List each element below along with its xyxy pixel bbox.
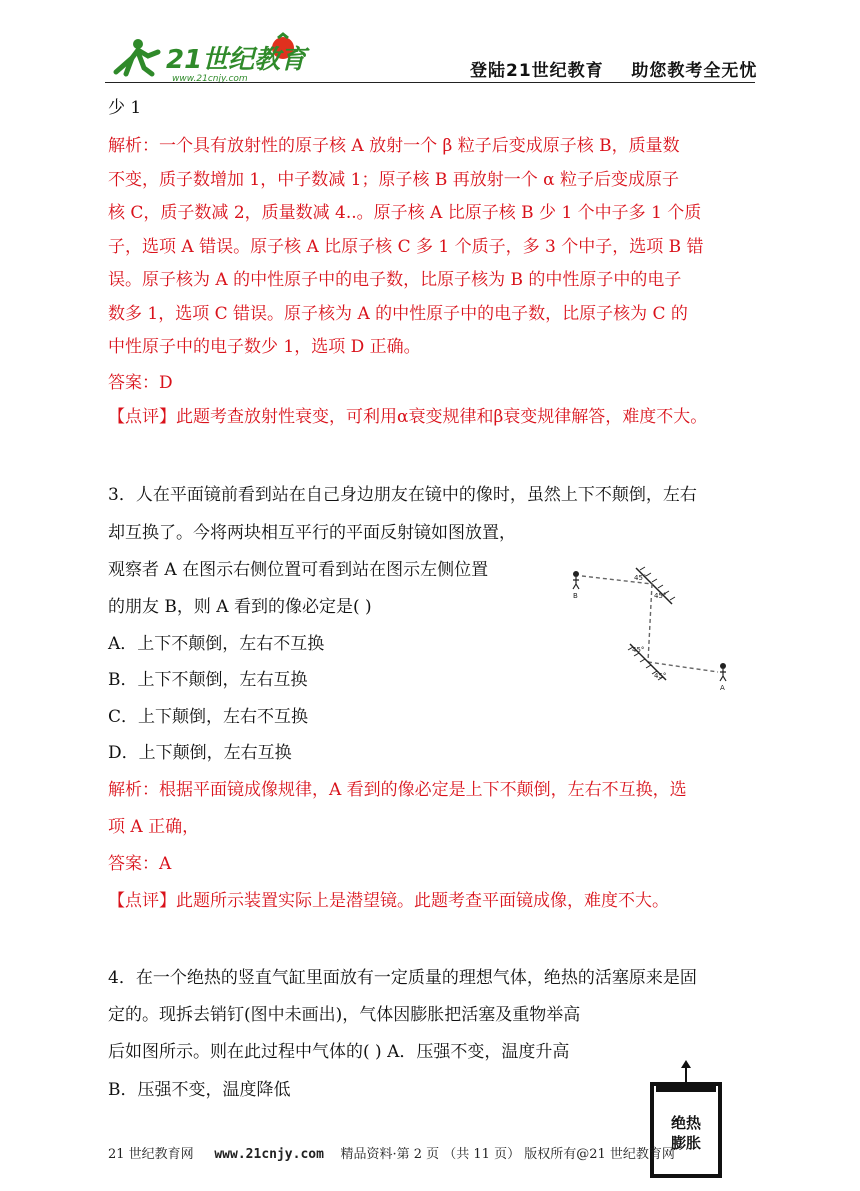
q2-analysis-line: 数多 1，选项 C 错误。原子核为 A 的中性原子中的电子数，比原子核为 C 的 xyxy=(108,304,688,324)
q2-comment: 【点评】此题考查放射性衰变，可利用α衰变规律和β衰变规律解答，难度不大。 xyxy=(108,407,708,427)
angle-label: 45° xyxy=(654,672,667,680)
label-b: B xyxy=(573,592,578,600)
footer-url[interactable]: www.21cnjy.com xyxy=(214,1147,324,1162)
q4-stem-line: B．压强不变，温度降低 xyxy=(108,1080,291,1100)
angle-label: 45° xyxy=(634,574,647,582)
logo-text: 21世纪教育 xyxy=(166,45,307,75)
q3-option-c: C．上下颠倒，左右不互换 xyxy=(108,707,309,727)
q2-analysis-line: 误。原子核为 A 的中性原子中的电子数，比原子核为 B 的中性原子中的电子 xyxy=(108,270,682,290)
footer-page-info: 精品资料·第 2 页 （共 11 页） 版权所有@21 世纪教育网 xyxy=(340,1147,675,1162)
q4-stem-line: 4．在一个绝热的竖直气缸里面放有一定质量的理想气体，绝热的活塞原来是固 xyxy=(108,968,697,988)
q2-analysis-line: 子，选项 A 错误。原子核 A 比原子核 C 多 1 个质子，多 3 个中子，选项 B 错 xyxy=(108,237,704,257)
page-footer xyxy=(108,1143,675,1162)
q2-analysis-line: 不变，质子数增加 1，中子数减 1；原子核 B 再放射一个 α 粒子后变成原子 xyxy=(108,170,680,190)
q3-option-d: D．上下颠倒，左右互换 xyxy=(108,743,292,763)
q3-comment: 【点评】此题所示装置实际上是潜望镜。此题考查平面镜成像，难度不大。 xyxy=(108,891,669,911)
periscope-diagram xyxy=(568,562,753,697)
angle-label: 45° xyxy=(632,646,645,654)
q3-answer: 答案：A xyxy=(108,854,172,874)
q3-option-b: B．上下不颠倒，左右互换 xyxy=(108,670,308,690)
q2-continuation: 少 1 xyxy=(108,98,142,118)
q3-analysis-line: 解析：根据平面镜成像规律，A 看到的像必定是上下不颠倒，左右不互换，选 xyxy=(108,780,687,800)
q4-stem-line: 后如图所示。则在此过程中气体的( ) A．压强不变，温度升高 xyxy=(108,1042,570,1062)
footer-site-name: 21 世纪教育网 xyxy=(108,1147,194,1162)
cylinder-label-2: 膨胀 xyxy=(670,1134,702,1152)
q2-analysis-line: 中性原子中的电子数少 1，选项 D 正确。 xyxy=(108,337,421,357)
cylinder-label-1: 绝热 xyxy=(670,1114,702,1132)
header-divider xyxy=(105,82,755,83)
site-logo xyxy=(108,28,318,86)
q3-option-a: A．上下不颠倒，左右不互换 xyxy=(108,634,325,654)
header-slogan: 登陆21世纪教育 助您教考全无忧 xyxy=(470,61,758,81)
q4-stem-line: 定的。现拆去销钉(图中未画出)，气体因膨胀把活塞及重物举高 xyxy=(108,1005,581,1025)
label-a: A xyxy=(720,684,725,692)
angle-label: 45° xyxy=(654,592,667,600)
q3-stem-line: 3．人在平面镜前看到站在自己身边朋友在镜中的像时，虽然上下不颠倒，左右 xyxy=(108,485,697,505)
logo-url: www.21cnjy.com xyxy=(172,74,248,84)
q3-stem-line: 的朋友 B，则 A 看到的像必定是( ) xyxy=(108,597,372,617)
q3-analysis-line: 项 A 正确， xyxy=(108,817,200,837)
q3-stem-line: 观察者 A 在图示右侧位置可看到站在图示左侧位置 xyxy=(108,560,489,580)
q3-stem-line: 却互换了。今将两块相互平行的平面反射镜如图放置， xyxy=(108,523,516,543)
q2-analysis-line: 解析：一个具有放射性的原子核 A 放射一个 β 粒子后变成原子核 B，质量数 xyxy=(108,136,680,156)
q2-answer: 答案：D xyxy=(108,373,173,393)
q2-analysis-line: 核 C，质子数减 2，质量数减 4..。原子核 A 比原子核 B 少 1 个中子多 1 个质 xyxy=(108,203,702,223)
